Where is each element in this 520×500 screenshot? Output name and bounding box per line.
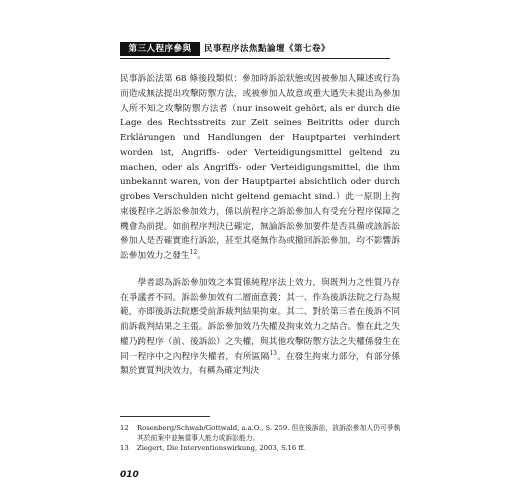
paragraph-2 [120, 276, 400, 379]
paragraph-1-text: 民事訴訟法第 68 條後段類似：參加時訴訟狀態或因被參加人陳述或行為而造成無法提出攻擊防禦方法，或被參加人故意或重大過失未提出為參加人所不知之攻擊防禦方法者（nur insoweit gehört, als er durch die Lage des Rechtsstreits zur Zeit seines Beitritts oder durch Erklärungen und Handlungen der Hauptpartei verhindert worden ist, Angriffs- oder Verteidigungsmittel geltend zu machen, oder als Angriffs- oder Verteidigungsmittel, die ihm unbekannt waren, von der Hauptpartei absichtlich oder durch grobes Verschulden nicht geltend gemacht sind.）此一原則上拘束後程序之訴訟參加效力，係以前程序之訴訟參加人有受充分程序保障之機會為前提。如前程序判決已確定，無論訴訟參加要件是否具備或該訴訟參加人是否確實進行訴訟，甚至其毫無作為或撤回訴訟參加，均不影響訴訟參加效力之發生 [120, 74, 400, 261]
footnote-text: Rosenberg/Schwab/Gottwald, a.a.O., S. 259. 但在後訴訟，該訴訟參加人仍可爭執其於前案中並無當事人能力或訴訟能力。 [137, 424, 401, 442]
footnote-ref-13: 13 [269, 349, 277, 357]
footnote-13 [120, 443, 402, 453]
footnote-12 [120, 423, 402, 443]
paragraph-1-end: 。 [197, 251, 206, 261]
footnote-number: 12 [120, 424, 129, 432]
footnote-rule [120, 416, 210, 417]
footnote-ref-12: 12 [189, 249, 198, 257]
running-header [120, 40, 400, 70]
header-book-title: 民事程序法焦點論壇《第七卷》 [204, 44, 331, 54]
paragraph-1 [120, 72, 400, 264]
footnotes [120, 423, 402, 453]
header-rule [120, 58, 390, 59]
footnote-text: Ziegert, Die Interventionswirkung, 2003, S.16 ff. [137, 444, 306, 452]
footnote-number: 13 [120, 444, 129, 452]
page-number: 010 [120, 470, 139, 480]
body-text [120, 72, 400, 379]
paragraph-2-text: 學者認為訴訟參加效之本質係純程序法上效力，與既判力之性質乃存在爭議者不同。訴訟參加效有二層面意義：其一、作為後訴法院之行為規範，亦即後訴法院應受前訴裁判結果拘束。其二、對於第三者在後訴不同前訴裁判結果之主張。訴訟參加效乃失權及拘束效力之結合。惟在此之失權乃跨程序（前、後訴訟）之失權，與其他攻擊防禦方法之失權係發生在同一程序中之內程序失權者，有所區隔 [120, 277, 400, 362]
paragraph-2-end: 。在發生拘束力部分，有部分係類於實質判決效力，有稱為確定判決 [120, 351, 401, 377]
header-section-label: 第三人程序參與 [120, 42, 200, 56]
